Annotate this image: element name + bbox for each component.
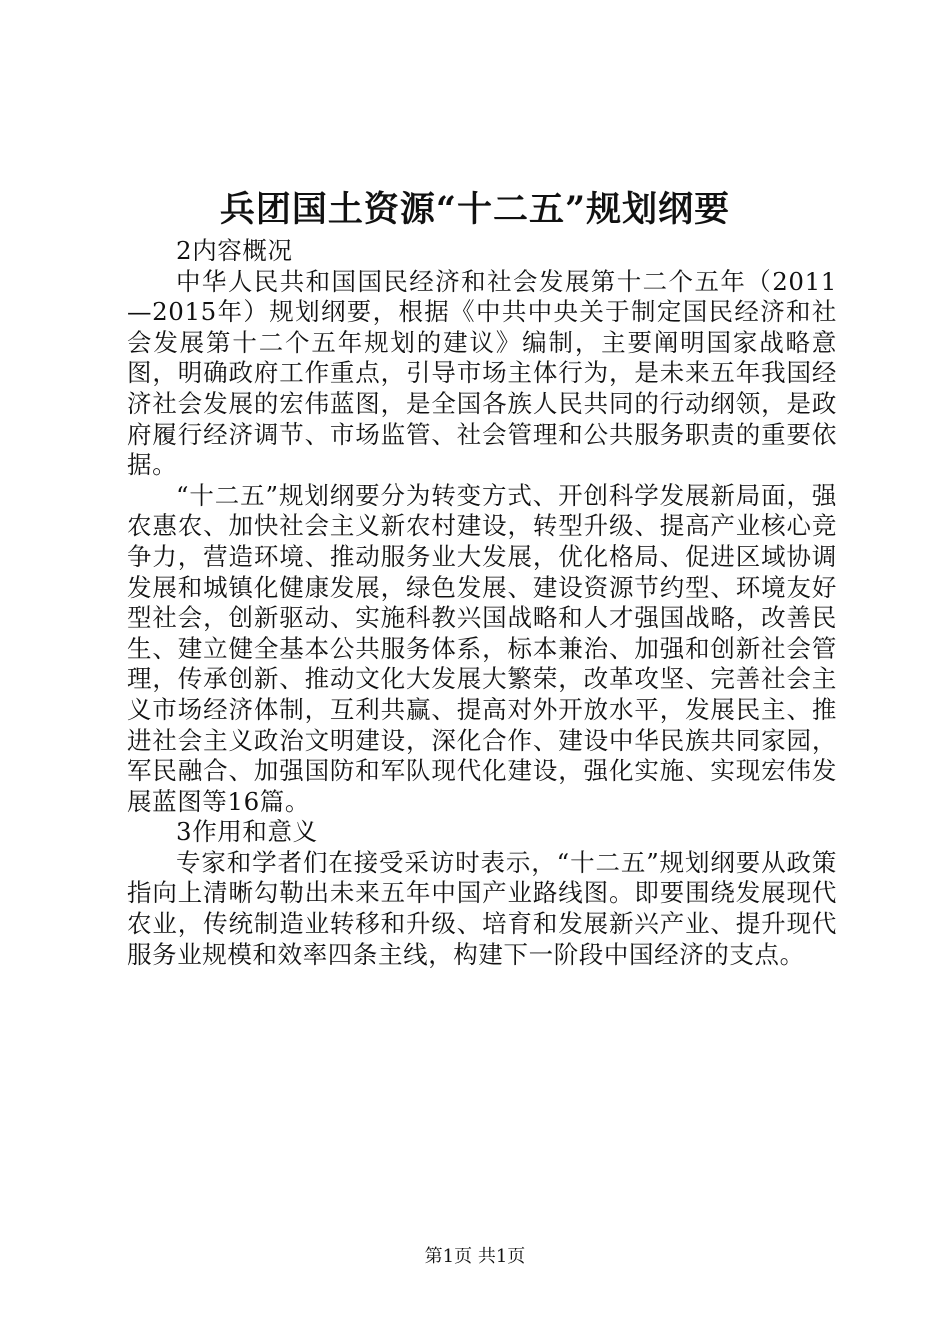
paragraph-significance: 专家和学者们在接受采访时表示，“十二五”规划纲要从政策指向上清晰勾勒出未来五年中国产业路线图。即要围绕发展现代农业，传统制造业转移和升级、培育和发展新兴产业、提升现代服务业规模和效率四条主线，构建下一阶段中国经济的支点。 — [127, 847, 837, 969]
paragraph-overview-contents: “十二五”规划纲要分为转变方式、开创科学发展新局面，强农惠农、加快社会主义新农村建设，转型升级、提高产业核心竞争力，营造环境、推动服务业大发展，优化格局、促进区域协调发展和城镇化健康发展，绿色发展、建设资源节约型、环境友好型社会，创新驱动、实施科教兴国战略和人才强国战略，改善民生、建立健全基本公共服务体系，标本兼治、加强和创新社会管理，传承创新、推动文化大发展大繁荣，改革攻坚、完善社会主义市场经济体制，互利共赢、提高对外开放水平，发展民主、推进社会主义政治文明建设，深化合作、建设中华民族共同家园，军民融合、加强国防和军队现代化建设，强化实施、实现宏伟发展蓝图等16篇。 — [127, 480, 837, 816]
document-body — [127, 236, 837, 970]
document-title: 兵团国土资源“十二五”规划纲要 — [219, 189, 731, 230]
section-heading-significance: 3作用和意义 — [176, 817, 318, 847]
paragraph-overview-intro: 中华人民共和国国民经济和社会发展第十二个五年（2011—2015年）规划纲要，根据《中共中央关于制定国民经济和社会发展第十二个五年规划的建议》编制，主要阐明国家战略意图，明确政府工作重点，引导市场主体行为，是未来五年我国经济社会发展的宏伟蓝图，是全国各族人民共同的行动纲领，是政府履行经济调节、市场监管、社会管理和公共服务职责的重要依据。 — [127, 266, 837, 480]
page-footer: 第1页 共1页 — [424, 1246, 526, 1267]
section-heading-overview: 2内容概况 — [176, 236, 293, 265]
